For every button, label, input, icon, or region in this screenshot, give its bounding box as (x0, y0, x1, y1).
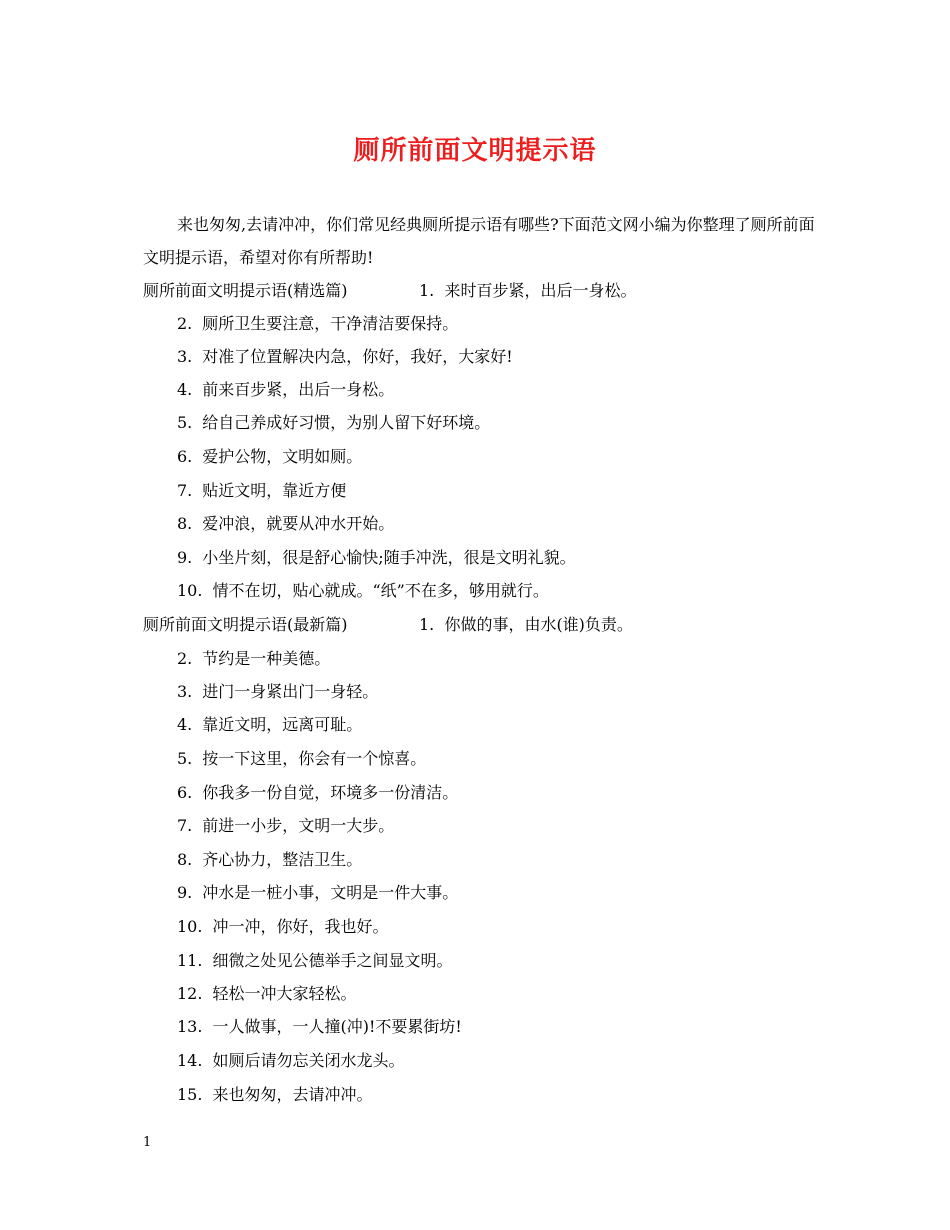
list-item-number: 8. (177, 850, 193, 869)
list-item (177, 307, 458, 340)
list-item-text: 冲水是一桩小事，文明是一件大事。 (202, 883, 459, 902)
list-item (177, 742, 426, 775)
list-item (177, 340, 513, 373)
list-item-number: 10. (177, 581, 203, 600)
list-item-text: 冲一冲，你好，我也好。 (212, 917, 389, 936)
list-item (177, 977, 356, 1010)
list-item (177, 675, 378, 708)
list-item-text: 贴近文明，靠近方便 (202, 481, 347, 500)
list-item-text: 你做的事，由水(谁)负责。 (444, 615, 633, 634)
list-item-text: 情不在切，贴心就成。“纸”不在多，够用就行。 (212, 581, 549, 600)
intro-text: 来也匆匆,去请冲冲，你们常见经典厕所提示语有哪些?下面范文网小编为你整理了厕所前面文明提示语，希望对你有所帮助! (143, 215, 815, 267)
intro-paragraph (143, 208, 823, 274)
list-item-number: 1. (419, 615, 435, 634)
list-item-text: 来时百步紧，出后一身松。 (444, 281, 637, 300)
list-item-text: 细微之处见公德举手之间显文明。 (212, 951, 453, 970)
list-item (177, 474, 346, 507)
list-item (177, 1044, 404, 1077)
page-number: 1 (143, 1135, 152, 1150)
list-item-text: 给自己养成好习惯，为别人留下好环境。 (202, 413, 491, 432)
list-item-text: 齐心协力，整洁卫生。 (202, 850, 363, 869)
section-2-heading-line (143, 608, 633, 641)
list-item-number: 4. (177, 380, 193, 399)
list-item-text: 轻松一冲大家轻松。 (212, 984, 357, 1003)
list-item (177, 910, 388, 943)
list-item-number: 14. (177, 1051, 203, 1070)
page-title: 厕所前面文明提示语 (353, 136, 597, 166)
list-item-number: 15. (177, 1085, 203, 1104)
list-item-number: 1. (419, 281, 435, 300)
list-item-number: 12. (177, 984, 203, 1003)
list-item-number: 6. (177, 783, 193, 802)
list-item (177, 541, 576, 574)
list-item-number: 2. (177, 314, 193, 333)
list-item (177, 440, 362, 473)
list-item-number: 7. (177, 816, 193, 835)
list-item-text: 前来百步紧，出后一身松。 (202, 380, 395, 399)
list-item (177, 843, 362, 876)
list-item-number: 9. (177, 548, 193, 567)
list-item-number: 7. (177, 481, 193, 500)
list-item (177, 574, 549, 607)
list-item (177, 776, 458, 809)
list-item (177, 373, 394, 406)
list-item-number: 3. (177, 347, 193, 366)
list-item-text: 如厕后请勿忘关闭水龙头。 (212, 1051, 405, 1070)
list-item-number: 2. (177, 649, 193, 668)
list-item-text: 节约是一种美德。 (202, 649, 331, 668)
list-item-number: 9. (177, 883, 193, 902)
list-item (177, 1010, 462, 1043)
list-item-number: 4. (177, 715, 193, 734)
section-1-heading-line (143, 274, 636, 307)
list-item-number: 11. (177, 951, 203, 970)
list-item-text: 按一下这里，你会有一个惊喜。 (202, 749, 427, 768)
list-item-text: 爱护公物，文明如厕。 (202, 447, 363, 466)
list-item (177, 809, 394, 842)
list-item-text: 靠近文明，远离可耻。 (202, 715, 363, 734)
list-item-number: 5. (177, 413, 193, 432)
list-item-text: 小坐片刻，很是舒心愉快;随手冲洗，很是文明礼貌。 (202, 548, 576, 567)
list-item-text: 对准了位置解决内急，你好，我好，大家好! (202, 347, 513, 366)
list-item (177, 406, 490, 439)
list-item (177, 708, 362, 741)
list-item (177, 944, 452, 977)
list-item-number: 3. (177, 682, 193, 701)
section-1-heading: 厕所前面文明提示语(精选篇) (143, 281, 348, 300)
list-item-number: 6. (177, 447, 193, 466)
list-item-text: 前进一小步，文明一大步。 (202, 816, 395, 835)
list-item-text: 爱冲浪，就要从冲水开始。 (202, 514, 395, 533)
list-item (177, 642, 330, 675)
list-item-number: 5. (177, 749, 193, 768)
list-item-text: 进门一身紧出门一身轻。 (202, 682, 379, 701)
list-item (177, 876, 458, 909)
section-2-heading: 厕所前面文明提示语(最新篇) (143, 615, 348, 634)
list-item-text: 一人做事，一人撞(冲)!不要累街坊! (212, 1017, 462, 1036)
list-item-number: 10. (177, 917, 203, 936)
list-item-text: 你我多一份自觉，环境多一份清洁。 (202, 783, 459, 802)
list-item-text: 厕所卫生要注意，干净清洁要保持。 (202, 314, 459, 333)
list-item (177, 507, 394, 540)
list-item-number: 13. (177, 1017, 203, 1036)
list-item-text: 来也匆匆，去请冲冲。 (212, 1085, 373, 1104)
list-item (177, 1078, 372, 1111)
list-item-number: 8. (177, 514, 193, 533)
